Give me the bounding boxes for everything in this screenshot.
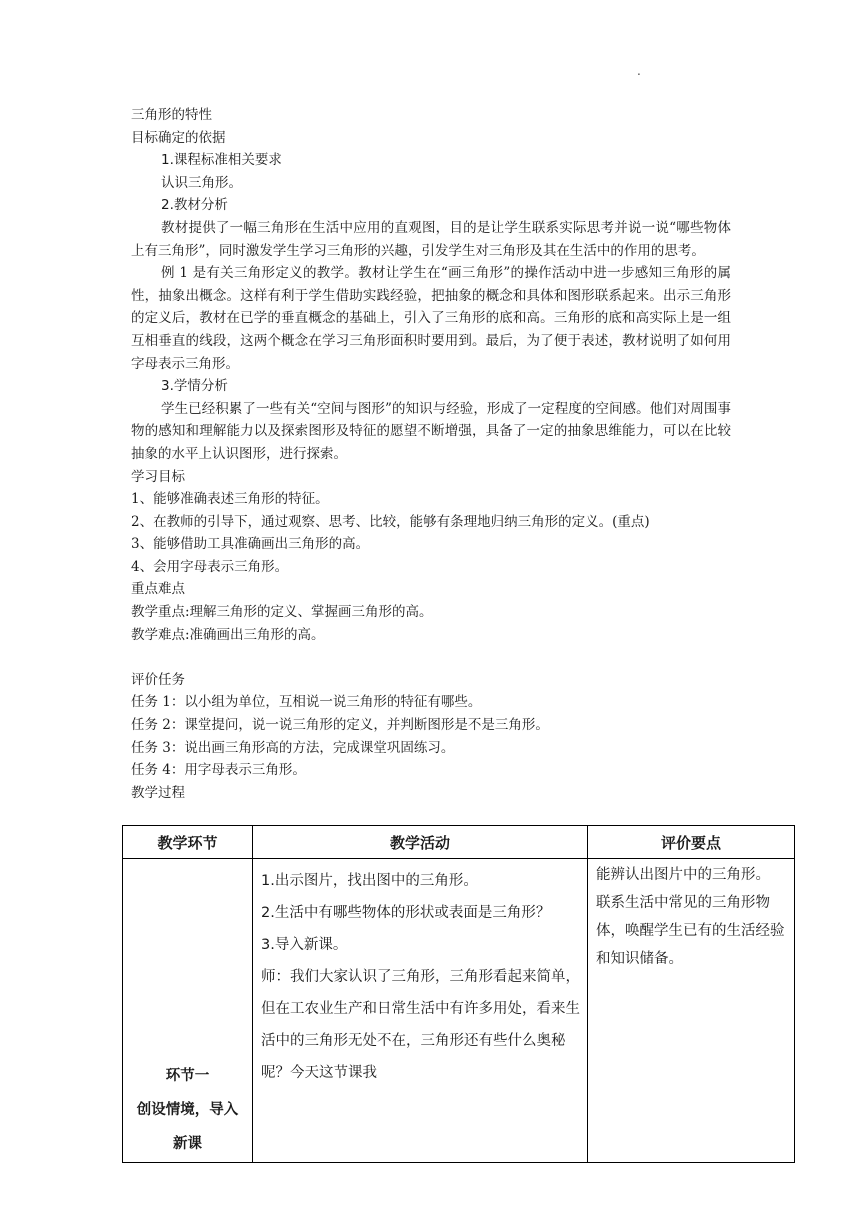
header-dot: .: [637, 64, 641, 78]
goal-item: 4、会用字母表示三角形。: [131, 558, 289, 575]
activity-item: 师：我们大家认识了三角形，三角形看起来简单，但在工农业生产和日常生活中有许多用处，看来生活中的三角形无处不在，三角形还有些什么奥秘呢？今天这节课我: [261, 969, 580, 1081]
goal-item: 2、在教师的引导下，通过观察、思考、比较，能够有条理地归纳三角形的定义。(重点): [131, 513, 650, 530]
activity-item: 1.出示图片，找出图中的三角形。: [261, 873, 478, 889]
document-title: 三角形的特性: [131, 107, 212, 123]
activity-item: 3.导入新课。: [261, 937, 348, 953]
learner-paragraph: 学生已经积累了一些有关“空间与图形”的知识与经验，形成了一定程度的空间感。他们对周围事物的感知和理解能力以及探索图形及特征的愿望不断增强，具备了一定的抽象思维能力，可以在比较抽象的水平上认识图形，进行探索。: [131, 400, 731, 462]
task-item: 任务 2：课堂提问，说一说三角形的定义，并判断图形是不是三角形。: [131, 717, 549, 734]
table-row: [123, 859, 795, 1163]
standard-text: 认识三角形。: [161, 174, 242, 191]
stage-cell: [123, 859, 253, 1163]
teaching-focus: 教学重点:理解三角形的定义、掌握画三角形的高。: [131, 604, 433, 621]
document-body: [131, 104, 731, 804]
textbook-paragraph-2: 例 1 是有关三角形定义的教学。教材让学生在“画三角形”的操作活动中进一步感知三角形的属性，抽象出概念。这样有利于学生借助实践经验，把抽象的概念和具体和图形联系起来。出示三角形的定义后，教材在已学的垂直概念的基础上，引入了三角形的底和高。三角形的底和高实际上是一组互相垂直的线段，这两个概念在学习三角形面积时要用到。最后，为了便于表述，教材说明了如何用字母表示三角形。: [131, 265, 731, 372]
keypoints-heading: 重点难点: [131, 581, 185, 598]
evaluation-cell: [588, 859, 795, 1163]
stage-title-line: 创设情境，导入: [136, 1102, 239, 1118]
basis-heading: 目标确定的依据: [131, 129, 226, 146]
column-header-points: 评价要点: [588, 826, 795, 859]
stage-title-line: 新课: [173, 1136, 202, 1152]
stage-label: 环节一: [165, 1068, 210, 1084]
process-heading: 教学过程: [131, 784, 185, 801]
activity-item: 2.生活中有哪些物体的形状或表面是三角形？: [261, 905, 551, 921]
standard-heading: 1.课程标准相关要求: [161, 152, 282, 169]
evaluation-point: 联系生活中常见的三角形物体，唤醒学生已有的生活经验和知识储备。: [596, 895, 785, 967]
goals-heading: 学习目标: [131, 468, 185, 485]
column-header-stage: 教学环节: [123, 826, 253, 859]
column-header-activity: 教学活动: [253, 826, 588, 859]
task-item: 任务 3：说出画三角形高的方法，完成课堂巩固练习。: [131, 739, 455, 756]
tasks-heading: 评价任务: [131, 671, 185, 688]
table-header-row: [123, 826, 795, 859]
teaching-difficulty: 教学难点:准确画出三角形的高。: [131, 626, 325, 643]
textbook-heading: 2.教材分析: [161, 197, 228, 214]
activity-cell: [253, 859, 588, 1163]
learner-heading: 3.学情分析: [161, 378, 228, 395]
evaluation-point: 能辨认出图片中的三角形。: [596, 867, 770, 883]
process-table: [122, 825, 795, 1163]
goal-item: 3、能够借助工具准确画出三角形的高。: [131, 536, 370, 553]
goal-item: 1、能够准确表述三角形的特征。: [131, 491, 329, 508]
spacer: [131, 646, 731, 669]
textbook-paragraph-1: 教材提供了一幅三角形在生活中应用的直观图，目的是让学生联系实际思考并说一说“哪些物体上有三角形”，同时激发学生学习三角形的兴趣，引发学生对三角形及其在生活中的作用的思考。: [131, 219, 731, 259]
task-item: 任务 4：用字母表示三角形。: [131, 762, 306, 779]
task-item: 任务 1：以小组为单位，互相说一说三角形的特征有哪些。: [131, 694, 482, 711]
